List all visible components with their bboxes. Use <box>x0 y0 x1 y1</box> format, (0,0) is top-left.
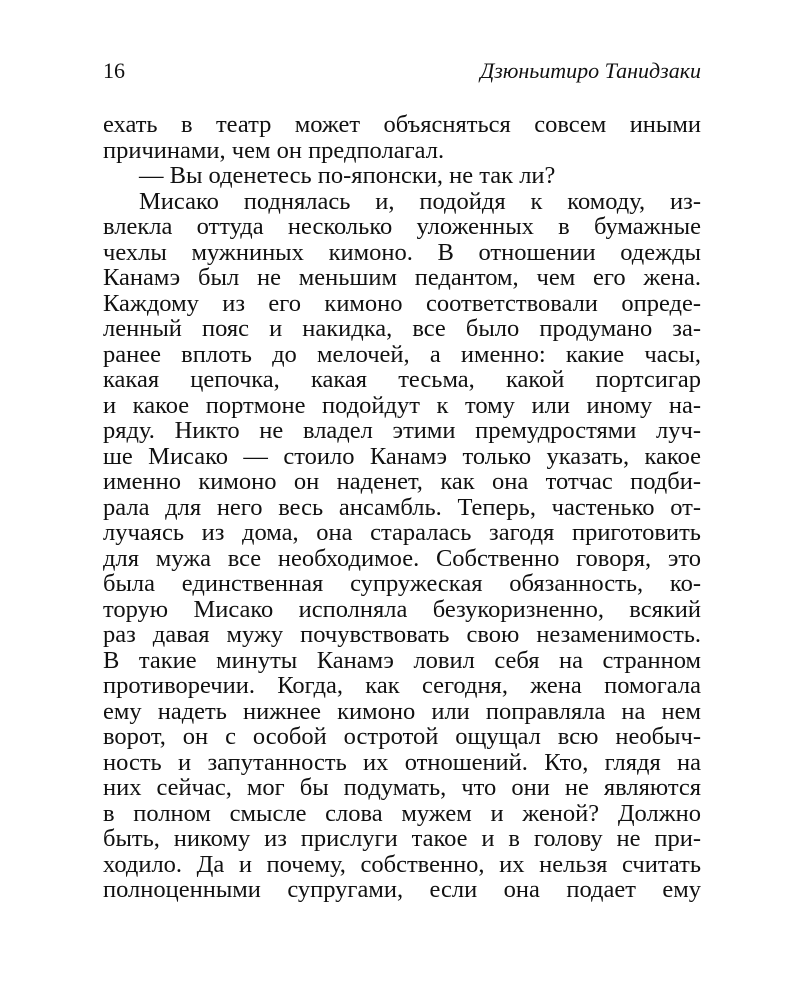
text-line: ленный пояс и накидка, все было продумано за- <box>103 315 701 342</box>
text-line: торую Мисако исполняла безукоризненно, всякий <box>103 595 701 623</box>
page-header <box>103 58 701 92</box>
text-line: — Вы оденетесь по-японски, не так ли? <box>139 162 556 189</box>
text-line: ряду. Никто не владел этими премудростями луч- <box>103 417 701 444</box>
text-line: в полном смысле слова мужем и женой? Должно <box>103 799 701 827</box>
text-line: какая цепочка, какая тесьма, какой портсигар <box>103 366 701 393</box>
text-line: В такие минуты Канамэ ловил себя на странном <box>103 646 701 674</box>
text-line: ехать в театр может объясняться совсем иными <box>103 111 701 138</box>
text-line: раз давая мужу почувствовать свою незаменимость. <box>103 621 701 648</box>
text-line: ходило. Да и почему, собственно, их нельзя считать <box>103 850 701 878</box>
text-line: полноценными супругами, если она подает ему <box>103 876 701 903</box>
text-line: рала для него весь ансамбль. Теперь, частенько от- <box>103 493 701 521</box>
body-text <box>103 112 701 903</box>
page-number: 16 <box>103 58 125 83</box>
text-line: для мужа все необходимое. Собственно говоря, это <box>103 544 701 572</box>
text-line: влекла оттуда несколько уложенных в бумажные <box>103 213 701 240</box>
text-line: ему надеть нижнее кимоно или поправляла на нем <box>103 697 701 725</box>
text-line: была единственная супружеская обязанность, ко- <box>103 570 701 597</box>
text-line: Канамэ был не меньшим педантом, чем его жена. <box>103 264 701 291</box>
text-line: причинами, чем он предполагал. <box>103 136 445 164</box>
text-line: чехлы мужниных кимоно. В отношении одежды <box>103 238 701 266</box>
text-line: ранее вплоть до мелочей, а именно: какие часы, <box>103 340 701 368</box>
text-line: именно кимоно он наденет, как она тотчас подби- <box>103 468 701 495</box>
text-line: и какое портмоне подойдут к тому или иному на- <box>103 391 701 419</box>
running-title: Дзюньитиро Танидзаки <box>480 58 701 83</box>
text-line: противоречии. Когда, как сегодня, жена помогала <box>103 672 701 699</box>
text-line: быть, никому из прислуги такое и в голову не при- <box>103 825 701 852</box>
text-line: Мисако поднялась и, подойдя к комоду, из- <box>139 187 701 215</box>
text-line: Каждому из его кимоно соответствовали опреде- <box>103 289 701 317</box>
text-line: лучаясь из дома, она старалась загодя приготовить <box>103 519 701 546</box>
text-line: ность и запутанность их отношений. Кто, глядя на <box>103 748 701 776</box>
text-line: них сейчас, мог бы подумать, что они не являются <box>103 774 701 801</box>
text-line: ше Мисако — стоило Канамэ только указать, какое <box>103 442 701 470</box>
text-line: ворот, он с особой остротой ощущал всю необыч- <box>103 723 701 750</box>
